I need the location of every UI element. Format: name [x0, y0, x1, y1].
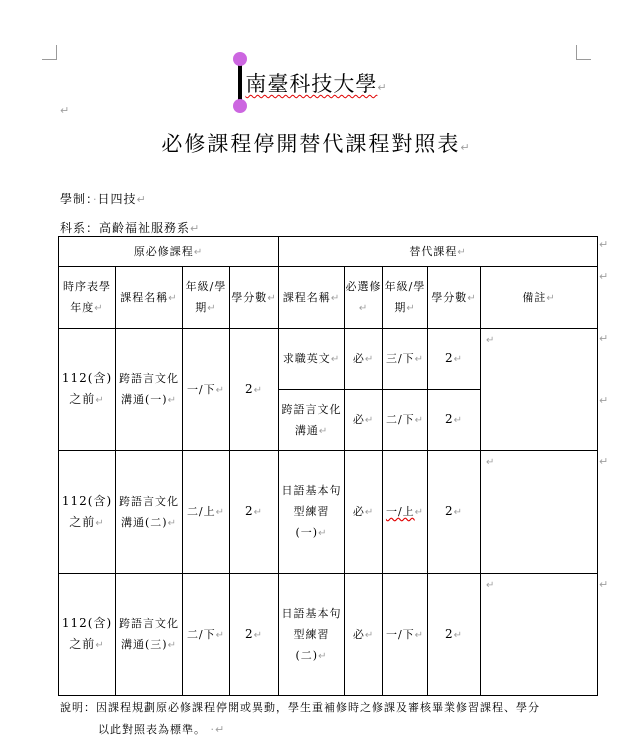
- credits-cell: 2↵: [230, 329, 279, 451]
- year-cell: 112(含)之前↵: [59, 329, 116, 451]
- header-course: 課程名稱↵: [116, 267, 183, 329]
- footer-line-1: 說明：因課程規劃原必修課程停開或異動，學生重補修時之修課及審核畢業修習課程、學分: [60, 701, 540, 714]
- remark-cell: ↵: [481, 329, 598, 451]
- course-table: [58, 236, 598, 696]
- replacement-credits-cell: 2↵: [428, 451, 481, 574]
- replacement-credits-cell: 2↵: [428, 329, 481, 390]
- table-row: [59, 451, 598, 574]
- footer-note: [60, 697, 590, 741]
- replacement-credits-cell: 2↵: [428, 574, 481, 696]
- row-end-mark: ↵: [599, 394, 609, 407]
- row-end-mark: ↵: [599, 270, 609, 283]
- course-type-cell: 必↵: [345, 329, 383, 390]
- paragraph-mark: ↵: [60, 104, 70, 117]
- row-end-mark: ↵: [599, 332, 609, 345]
- replacement-course-cell: 日語基本句型練習(一)↵: [279, 451, 345, 574]
- remark-cell: ↵: [481, 451, 598, 574]
- grade-term-cell: 二/上↵: [183, 451, 230, 574]
- document-title: 必修課程停開替代課程對照表↵: [161, 132, 472, 156]
- header-grade-term: 年級/學期↵: [183, 267, 230, 329]
- table-row: [59, 574, 598, 696]
- page-corner-mark: [42, 45, 57, 60]
- remark-cell: ↵: [481, 574, 598, 696]
- year-cell: 112(含)之前↵: [59, 574, 116, 696]
- grade-term-cell: 一/下↵: [183, 329, 230, 451]
- header-course-type: 必選修↵: [345, 267, 383, 329]
- footer-line-2: 以此對照表為標準。 ·↵: [98, 723, 226, 736]
- replacement-course-cell: 跨語言文化溝通↵: [279, 390, 345, 451]
- replacement-grade-term-cell: 二/下↵: [383, 390, 428, 451]
- department-value: 高齡福祉服務系: [99, 221, 191, 235]
- group-replacement-header: 替代課程↵: [279, 237, 598, 267]
- header-remark: 備註↵: [481, 267, 598, 329]
- selection-handle-top[interactable]: [233, 52, 247, 66]
- replacement-course-cell: 日語基本句型練習(二)↵: [279, 574, 345, 696]
- row-end-mark: ↵: [599, 238, 609, 251]
- row-end-mark: ↵: [599, 455, 609, 468]
- header-replacement-credits: 學分數↵: [428, 267, 481, 329]
- year-cell: 112(含)之前↵: [59, 451, 116, 574]
- replacement-grade-term-cell: 三/下↵: [383, 329, 428, 390]
- course-cell: 跨語言文化溝通(一)↵: [116, 329, 183, 451]
- system-line: 學制：·日四技↵: [60, 192, 147, 206]
- school-name: 南臺科技大學↵: [245, 72, 388, 96]
- replacement-grade-term-cell: 一/下↵: [383, 574, 428, 696]
- header-replacement-grade-term: 年級/學期↵: [383, 267, 428, 329]
- system-value: 日四技: [97, 192, 137, 206]
- header-year: 時序表學年度↵: [59, 267, 116, 329]
- header-credits: 學分數↵: [230, 267, 279, 329]
- replacement-credits-cell: 2↵: [428, 390, 481, 451]
- table-row: [59, 329, 598, 390]
- row-end-mark: ↵: [599, 578, 609, 591]
- header-replacement-course: 課程名稱↵: [279, 267, 345, 329]
- grade-term-cell: 二/下↵: [183, 574, 230, 696]
- course-cell: 跨語言文化溝通(二)↵: [116, 451, 183, 574]
- group-original-header: 原必修課程↵: [59, 237, 279, 267]
- credits-cell: 2↵: [230, 451, 279, 574]
- course-type-cell: 必↵: [345, 390, 383, 451]
- course-cell: 跨語言文化溝通(三)↵: [116, 574, 183, 696]
- department-line: 科系：高齡福祉服務系↵: [60, 221, 201, 235]
- selection-handle-bottom[interactable]: [233, 99, 247, 113]
- credits-cell: 2↵: [230, 574, 279, 696]
- course-type-cell: 必↵: [345, 574, 383, 696]
- replacement-course-cell: 求職英文↵: [279, 329, 345, 390]
- course-type-cell: 必↵: [345, 451, 383, 574]
- page-corner-mark: [576, 45, 591, 60]
- replacement-grade-term-cell: 一/上↵: [383, 451, 428, 574]
